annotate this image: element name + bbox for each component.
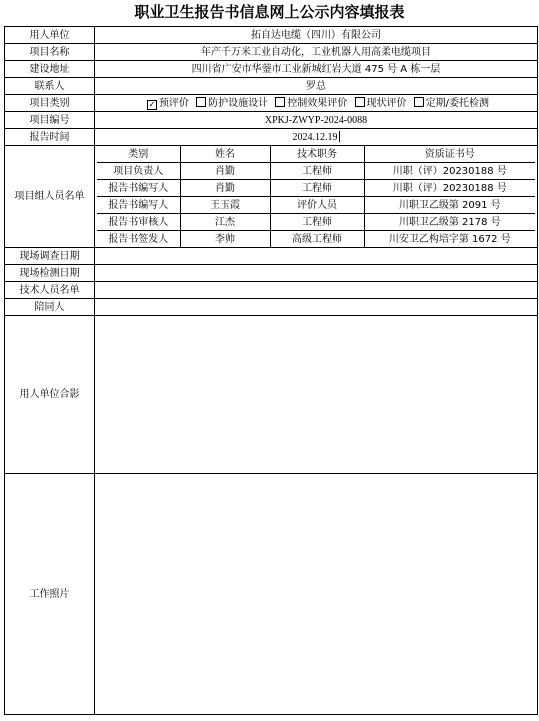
checkbox-checked-icon[interactable]: ✓ [148,99,156,109]
technician-value[interactable] [95,282,538,299]
category-options [95,95,538,112]
checkbox-icon[interactable] [275,97,285,107]
checkbox-icon[interactable] [196,97,206,107]
report-time-label: 报告时间 [5,129,95,146]
escort-value[interactable] [95,299,538,316]
project-name-value: 年产千万米工业自动化，工业机器人用高柔电缆项目 [95,44,538,61]
work-photo-row [5,474,538,715]
team-label: 项目组人员名单 [5,146,95,248]
group-photo-area[interactable] [95,316,538,474]
report-time-value: 2024.12.19 [292,131,338,143]
table-row: 报告书编写人 王玉霞 评价人员 川职卫乙级第 2091 号 [97,197,535,214]
contact-value: 罗总 [95,78,538,95]
test-date-row [5,265,538,282]
address-row [5,61,538,78]
team-header-role: 类别 [97,146,180,163]
employer-row [5,27,538,44]
category-row [5,95,538,112]
project-no-value: XPKJ-ZWYP-2024-0088 [95,112,538,129]
table-row: 报告书编写人 肖勤 工程师 川职（评）20230188 号 [97,180,535,197]
checkbox-icon[interactable] [414,97,424,107]
category-option-status-assessment[interactable]: 现状评价 [351,98,407,109]
checkbox-icon[interactable] [355,97,365,107]
report-time-row [5,129,538,146]
project-no-row [5,112,538,129]
table-row: 项目负责人 肖勤 工程师 川职（评）20230188 号 [97,163,535,180]
employer-label: 用人单位 [5,27,95,44]
team-header-name: 姓名 [180,146,270,163]
technician-row [5,282,538,299]
category-option-control-effect[interactable]: 控制效果评价 [271,98,347,109]
category-option-periodic-testing[interactable]: 定期/委托检测 [410,98,489,109]
contact-label: 联系人 [5,78,95,95]
table-row: 报告书签发人 李帅 高级工程师 川安卫乙构培字第 1672 号 [97,231,535,248]
team-table [97,146,535,247]
team-header-row [97,146,535,163]
team-header-cert: 资质证书号 [364,146,535,163]
escort-label: 陪同人 [5,299,95,316]
survey-date-value[interactable] [95,248,538,265]
team-header-title: 技术职务 [270,146,364,163]
escort-row [5,299,538,316]
technician-label: 技术人员名单 [5,282,95,299]
survey-date-row [5,248,538,265]
address-label: 建设地址 [5,61,95,78]
project-no-label: 项目编号 [5,112,95,129]
employer-value: 拓自达电缆（四川）有限公司 [95,27,538,44]
team-row [5,146,538,248]
survey-date-label: 现场调查日期 [5,248,95,265]
text-cursor-icon [339,131,340,142]
category-option-protection-design[interactable]: 防护设施设计 [192,98,268,109]
category-option-pre-assessment[interactable]: ✓ 预评价 [148,97,189,109]
test-date-value[interactable] [95,265,538,282]
contact-row [5,78,538,95]
project-name-label: 项目名称 [5,44,95,61]
report-time-cell[interactable] [95,129,538,146]
address-value: 四川省广安市华蓥市工业新城红岩大道 475 号 A 栋一层 [95,61,538,78]
project-name-row [5,44,538,61]
work-photo-label: 工作照片 [5,474,95,715]
table-row: 报告书审核人 江杰 工程师 川职卫乙级第 2178 号 [97,214,535,231]
form-title: 职业卫生报告书信息网上公示内容填报表 [134,3,405,21]
disclosure-form-table [4,26,538,715]
category-label: 项目类别 [5,95,95,112]
test-date-label: 现场检测日期 [5,265,95,282]
group-photo-label: 用人单位合影 [5,316,95,474]
group-photo-row [5,316,538,474]
